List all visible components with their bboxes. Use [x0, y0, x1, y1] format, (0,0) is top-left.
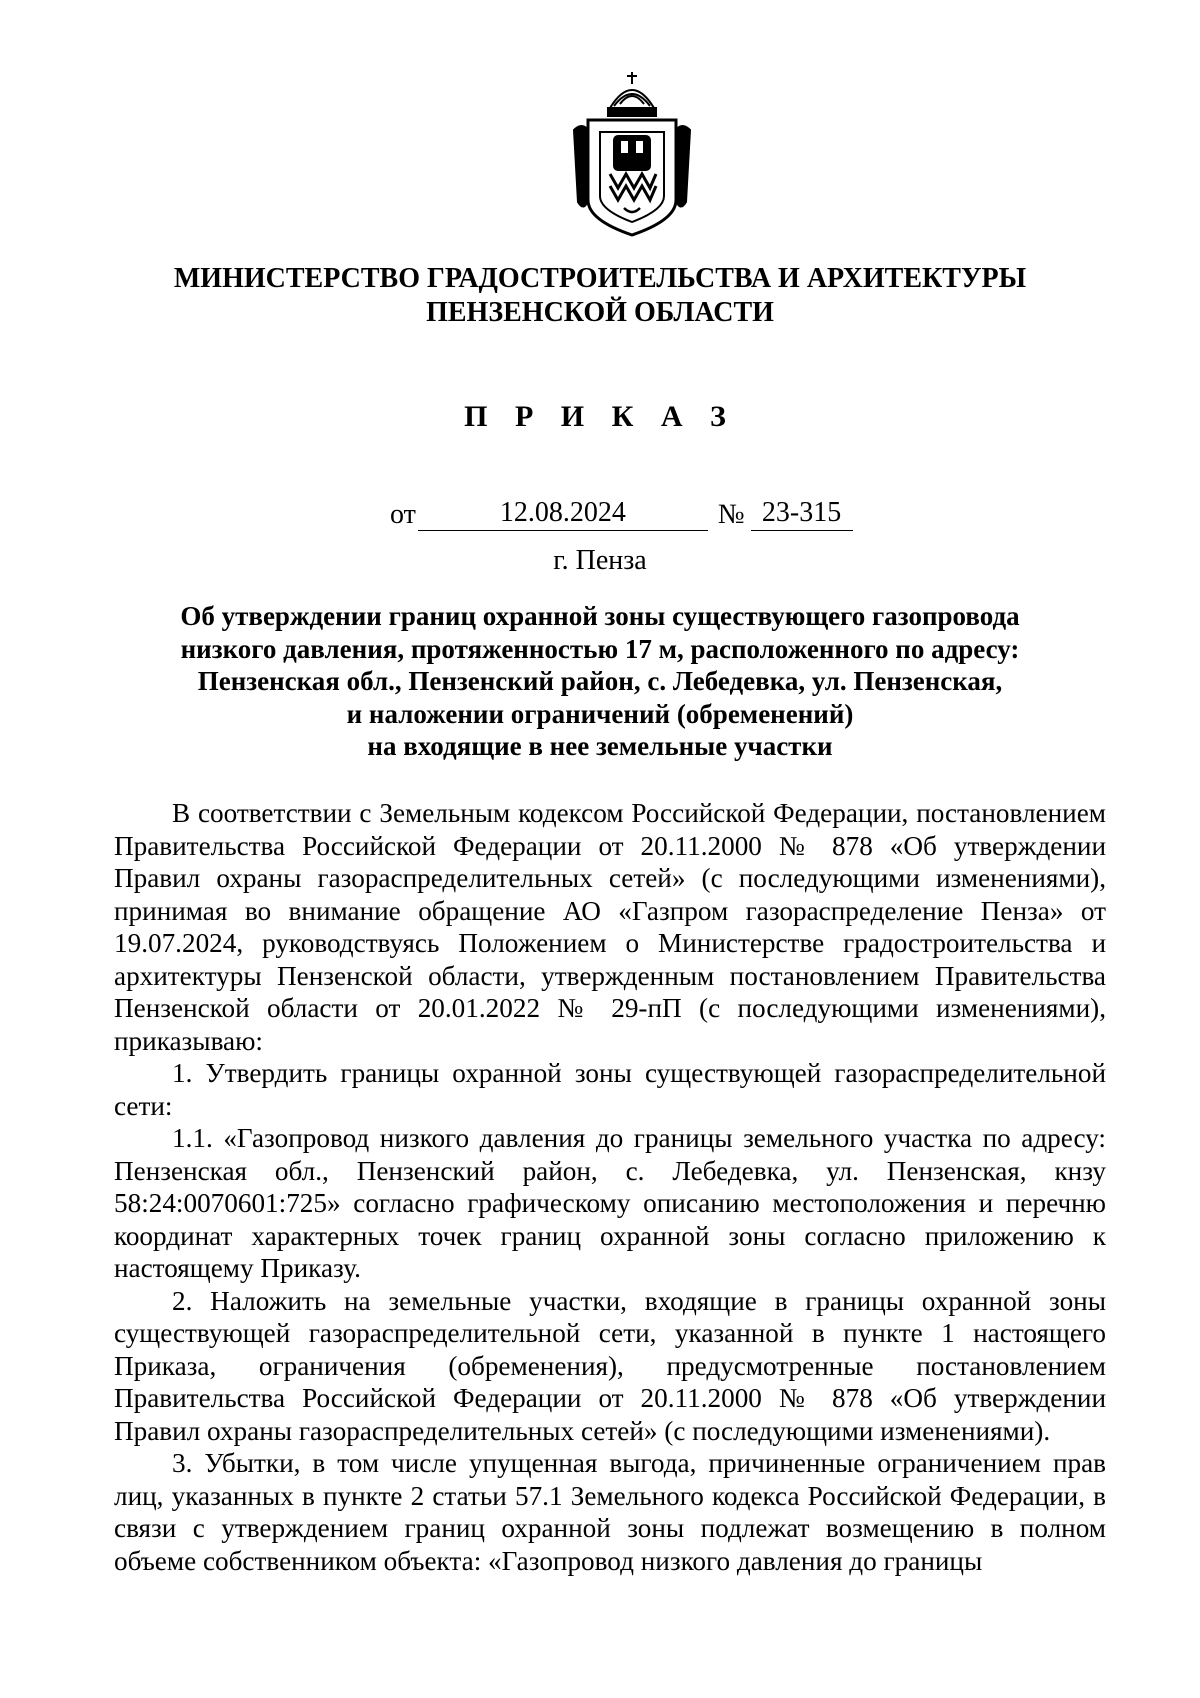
preamble-paragraph: В соответствии с Земельным кодексом Российской Федерации, постановлением Правительства Российской Федерации от 20.11.2000 № 878 «Об утверждении Правил охраны газораспределительных сетей» (с последующими изменениями), принимая во внимание обращение АО «Газпром газораспределение Пенза» от 19.07.2024, руководствуясь Положением о Министерстве градостроительства и архитектуры Пензенской области, утвержденным постановлением Правительства Пензенской области от 20.01.2022 № 29-пП (с последующими изменениями), приказываю: [114, 798, 1106, 1056]
date-prefix: от [390, 499, 416, 530]
order-date-number-line [390, 497, 853, 533]
number-label: № [717, 499, 745, 530]
subject-line-2: низкого давления, протяженностью 17 м, расположенного по адресу: [180, 633, 1020, 664]
subject-line-5: на входящие в нее земельные участки [367, 731, 833, 761]
order-date: 12.08.2024 [418, 497, 708, 531]
order-number: 23-315 [751, 497, 853, 531]
item-1-paragraph: 1. Утвердить границы охранной зоны существующей газораспределительной сети: [114, 1058, 1106, 1121]
ministry-name-line-1: МИНИСТЕРСТВО ГРАДОСТРОИТЕЛЬСТВА И АРХИТЕКТУРЫ [173, 263, 1027, 294]
order-title: П Р И К А З [464, 400, 736, 433]
ministry-name [100, 262, 1100, 330]
subject-line-3: Пензенская обл., Пензенский район, с. Лебедевка, ул. Пензенская, [197, 666, 1003, 696]
item-2-paragraph: 2. Наложить на земельные участки, входящие в границы охранной зоны существующей газораспределительной сети, указанной в пункте 1 настоящего Приказа, ограничения (обременения), предусмотренные постановлением Правительства Российской Федерации от 20.11.2000 № 878 «Об утверждении Правил охраны газораспределительных сетей» (с последующими изменениями). [114, 1285, 1106, 1446]
order-subject [120, 600, 1080, 763]
subject-line-1: Об утверждении границ охранной зоны существующего газопровода [180, 601, 1020, 631]
city: г. Пенза [553, 545, 647, 576]
subject-line-4: и наложении ограничений (обременений) [346, 698, 854, 729]
item-3-paragraph: 3. Убытки, в том числе упущенная выгода, причиненные ограничением прав лиц, указанных в пункте 2 статьи 57.1 Земельного кодекса Российской Федерации, в связи с утверждением границ охранной зоны подлежат возмещению в полном объеме собственником объекта: «Газопровод низкого давления до границы [114, 1448, 1106, 1576]
item-1-1-paragraph: 1.1. «Газопровод низкого давления до границы земельного участка по адресу: Пензенская обл., Пензенский район, с. Лебедевка, ул. Пензенская, кнзу 58:24:0070601:725» согласно графическому описанию местоположения и перечню координат характерных точек границ охранной зоны согласно приложению к настоящему Приказу. [114, 1123, 1106, 1283]
coat-of-arms-icon [570, 70, 694, 240]
ministry-name-line-2: ПЕНЗЕНСКОЙ ОБЛАСТИ [426, 297, 774, 328]
order-body [114, 797, 1106, 1577]
